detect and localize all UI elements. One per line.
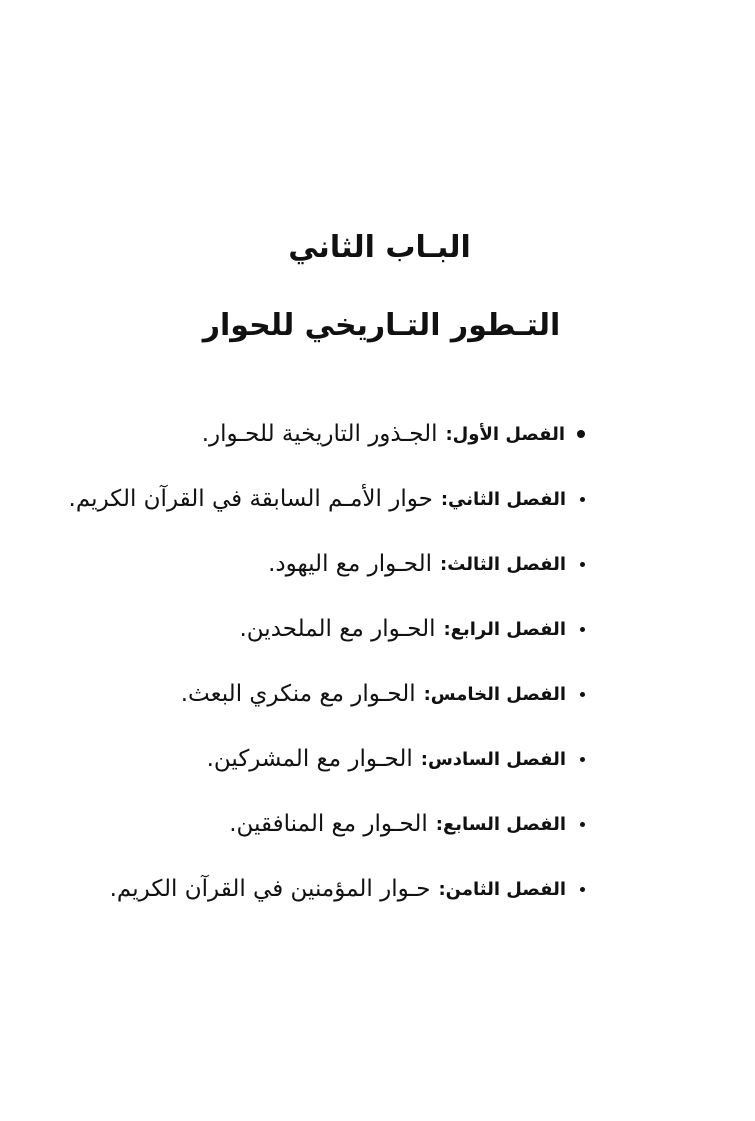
bullet-icon: [580, 757, 585, 762]
chapter-item-4: [60, 613, 585, 645]
bullet-icon: [580, 692, 585, 697]
part-subtitle: التـطور التـاريخي للحوار: [202, 308, 561, 343]
chapter-item-8: [60, 873, 585, 905]
chapter-label: الفصل الثالث:: [440, 553, 566, 575]
bullet-icon: [580, 822, 585, 827]
chapter-item-6: [60, 743, 585, 775]
bullet-icon: [580, 497, 585, 502]
chapter-item-7: [60, 808, 585, 840]
chapter-item-5: [60, 678, 585, 710]
bullet-icon: [580, 627, 585, 632]
chapter-list: [60, 418, 585, 938]
chapter-item-2: [60, 483, 585, 515]
chapter-title: حـوار المؤمنين في القرآن الكريم.: [109, 876, 431, 902]
bullet-icon: [577, 430, 585, 438]
chapter-label: الفصل الأول:: [445, 423, 565, 445]
chapter-title: الحـوار مع اليهود.: [268, 551, 432, 577]
part-title: البـاب الثاني: [288, 230, 471, 265]
chapter-label: الفصل الثامن:: [438, 878, 566, 900]
chapter-label: الفصل السابع:: [435, 813, 566, 835]
chapter-title: الحـوار مع منكري البعث.: [180, 681, 416, 707]
bullet-icon: [580, 562, 585, 567]
chapter-item-3: [60, 548, 585, 580]
chapter-label: الفصل السادس:: [420, 748, 566, 770]
chapter-label: الفصل الثاني:: [440, 488, 566, 510]
bullet-icon: [580, 887, 585, 892]
chapter-title: الحـوار مع الملحدين.: [239, 616, 436, 642]
chapter-title: الحـوار مع المشركين.: [206, 746, 413, 772]
chapter-label: الفصل الرابع:: [443, 618, 566, 640]
chapter-label: الفصل الخامس:: [423, 683, 566, 705]
chapter-title: الحـوار مع المنافقين.: [229, 811, 428, 837]
chapter-title: حوار الأمـم السابقة في القرآن الكريم.: [68, 486, 433, 512]
chapter-title: الجـذور التاريخية للحـوار.: [201, 421, 438, 447]
chapter-item-1: [60, 418, 585, 450]
